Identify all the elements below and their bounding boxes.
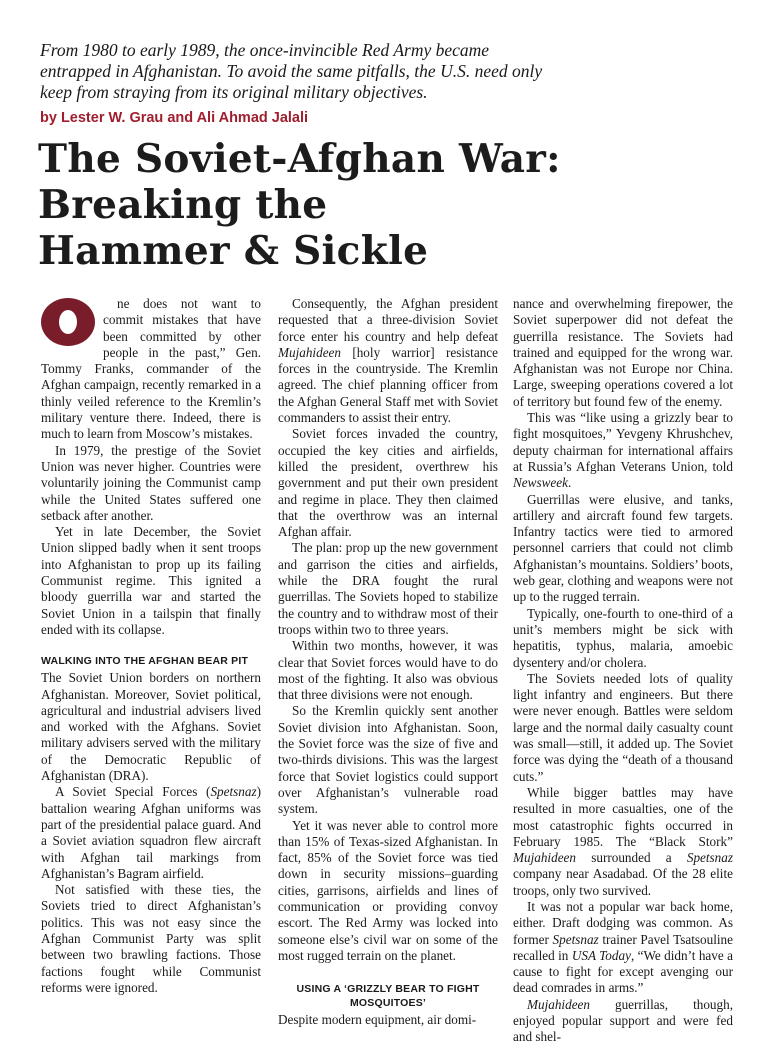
paragraph: Yet in late December, the Soviet Union slipped badly when it sent troops into Afghanistan to prop up its failing Communist regime. This ignited a bloody guerrilla war and started the Soviet Union in a tailspin that finally ended with its collapse. bbox=[41, 524, 261, 637]
text: , “We didn’t have a cause to fight for except avenging our dead comrades in arms.” bbox=[513, 947, 734, 996]
paragraph bbox=[41, 296, 261, 443]
paragraph: Within two months, however, it was clear that Soviet forces would have to do most of the fighting. It also was obvious that three divisions were not enough. bbox=[278, 638, 498, 703]
paragraph bbox=[513, 785, 733, 899]
paragraph: Typically, one-fourth to one-third of a unit’s members might be sick with hepatitis, typhus, malaria, amoebic dysentery and/or cholera. bbox=[513, 605, 733, 670]
emphasis: USA Today bbox=[571, 947, 631, 963]
text: ) battalion wearing Afghan uniforms was part of the presidential palace guard. And a Soviet aviation squadron flew aircraft with Afghan tail markings from Afghanistan’s Bagram airfield. bbox=[41, 784, 261, 881]
paragraph: Guerrillas were elusive, and tanks, artillery and aircraft found few targets. Infantry tactics were tied to armored personnel carriers that could not climb Afghanistan’s mountains. Soldiers’ boots, web gear, clothing and weapons were not up to the rugged terrain. bbox=[513, 491, 733, 605]
text: [holy warrior] resistance forces in the countryside. The Kremlin agreed. The chief planning officer from the Afghan General Staff met with Soviet commanders to assist their entry. bbox=[278, 344, 498, 426]
paragraph: Yet it was never able to control more than 15% of Texas-sized Afghanistan. In fact, 85% of the Soviet force was tied down in security missions–guarding cities, garrisons, airfields and lines of communication or providing convoy escort. The Red Army was locked into someone else’s civil war on some of the most rugged terrain on the planet. bbox=[278, 817, 498, 963]
paragraph: So the Kremlin quickly sent another Soviet division into Afghanistan. Soon, the Soviet force was the size of five and two-thirds divisions. This was the largest force that Soviet logistics could support over Afghanistan’s vulnerable road system. bbox=[278, 703, 498, 817]
title-line-3: Hammer & Sickle bbox=[38, 228, 429, 274]
paragraph bbox=[513, 410, 733, 491]
paragraph: The Soviet Union borders on northern Afghanistan. Moreover, Soviet political, agricultural and industrial advisers lived and worked with the Afghans. Soviet military advisers served with the military of the Democratic Republic of Afghanistan (DRA). bbox=[41, 670, 261, 784]
column-2 bbox=[278, 296, 498, 1028]
paragraph: Soviet forces invaded the country, occupied the key cities and airfields, killed the president, overthrew his government and put their own president and regime in place. They then claimed that the overthrow was an internal Afghan affair. bbox=[278, 426, 498, 540]
paragraph: nance and overwhelming firepower, the Soviet superpower did not defeat the guerrilla resistance. The Soviets had trained and equipped for the wrong war. Afghanistan was not Europe nor China. Large, sweeping operations covered a lot of territory but found few of the enemy. bbox=[513, 296, 733, 409]
text: A Soviet Special Forces ( bbox=[55, 784, 211, 800]
column-3 bbox=[513, 296, 734, 1045]
title-line-1: The Soviet-Afghan War: bbox=[38, 136, 561, 182]
subheading: USING A ‘GRIZZLY BEAR TO FIGHT MOSQUITOES’ bbox=[296, 983, 480, 1010]
paragraph bbox=[41, 784, 261, 882]
emphasis: Newsweek bbox=[513, 475, 568, 491]
text: While bigger battles may have resulted in more casualties, one of the most catastrophic fights occurred in February 1985. The “Black Stork” bbox=[513, 784, 733, 849]
byline: by Lester W. Grau and Ali Ahmad Jalali bbox=[40, 110, 309, 126]
paragraph bbox=[513, 899, 733, 997]
text: surrounded a bbox=[576, 850, 687, 866]
subheading: WALKING INTO THE AFGHAN BEAR PIT bbox=[41, 655, 249, 668]
text: This was “like using a grizzly bear to fight mosquitoes,” Yevgeny Khrushchev, deputy chairman for international affairs at Russia’s Afghan Veterans Union, told bbox=[513, 410, 733, 474]
emphasis: Mujahideen bbox=[527, 996, 590, 1012]
text: . bbox=[567, 475, 572, 491]
text: guerrillas, though, enjoyed popular support and were fed and shel- bbox=[513, 996, 733, 1045]
emphasis: Spetsnaz bbox=[210, 784, 257, 800]
emphasis: Mujahideen bbox=[513, 850, 576, 866]
dropcap-letter-o bbox=[41, 298, 95, 346]
paragraph bbox=[278, 296, 498, 426]
paragraph bbox=[513, 997, 733, 1046]
paragraph-text: ne does not want to commit mistakes that have been committed by other people in the past,” Gen. Tommy Franks, commander of the Afghan campaign, recently remarked in a thinly veiled reference to the Kremlin’s military venture there. Indeed, there is much to learn from Moscow’s mistakes. bbox=[41, 296, 261, 442]
paragraph: Not satisfied with these ties, the Soviets tried to direct Afghanistan’s politics. This was not easy since the Afghan Communist Party was split between two brawling factions. Those factions fought while Communist reforms were ignored. bbox=[41, 882, 261, 995]
text: Consequently, the Afghan president requested that a three-division Soviet force enter his country and help defeat bbox=[278, 296, 498, 344]
paragraph: Despite modern equipment, air domi- bbox=[278, 1012, 477, 1028]
text: trainer Pavel Tsatsouline recalled in bbox=[513, 931, 733, 963]
article-deck: From 1980 to early 1989, the once-invincible Red Army became entrapped in Afghanistan. To avoid the same pitfalls, the U.S. need only keep from straying from its original military objectives. bbox=[40, 40, 543, 102]
emphasis: Mujahideen bbox=[278, 344, 341, 360]
text: company near Asadabad. Of the 28 elite troops, only two survived. bbox=[513, 866, 733, 898]
text: It was not a popular war back home, either. Draft dodging was common. As former bbox=[513, 898, 733, 947]
paragraph: The Soviets needed lots of quality light infantry and engineers. But there were never enough. Battles were seldom large and the normal daily casualty count was small—still, it added up. The Soviet force was dying the “death of a thousand cuts.” bbox=[513, 670, 733, 784]
column-1 bbox=[41, 296, 261, 996]
paragraph: In 1979, the prestige of the Soviet Union was never higher. Countries were voluntarily joining the Communist camp while the United States suffered one setback after another. bbox=[41, 442, 261, 523]
emphasis: Spetsnaz bbox=[686, 850, 733, 866]
paragraph: The plan: prop up the new government and garrison the cities and airfields, while the DRA fought the rural guerrillas. The Soviets hoped to stabilize the country and to withdraw most of their troops within two to three years. bbox=[278, 540, 498, 637]
article-title bbox=[38, 136, 738, 274]
title-line-2: Breaking the bbox=[38, 182, 328, 228]
emphasis: Spetsnaz bbox=[552, 931, 599, 947]
